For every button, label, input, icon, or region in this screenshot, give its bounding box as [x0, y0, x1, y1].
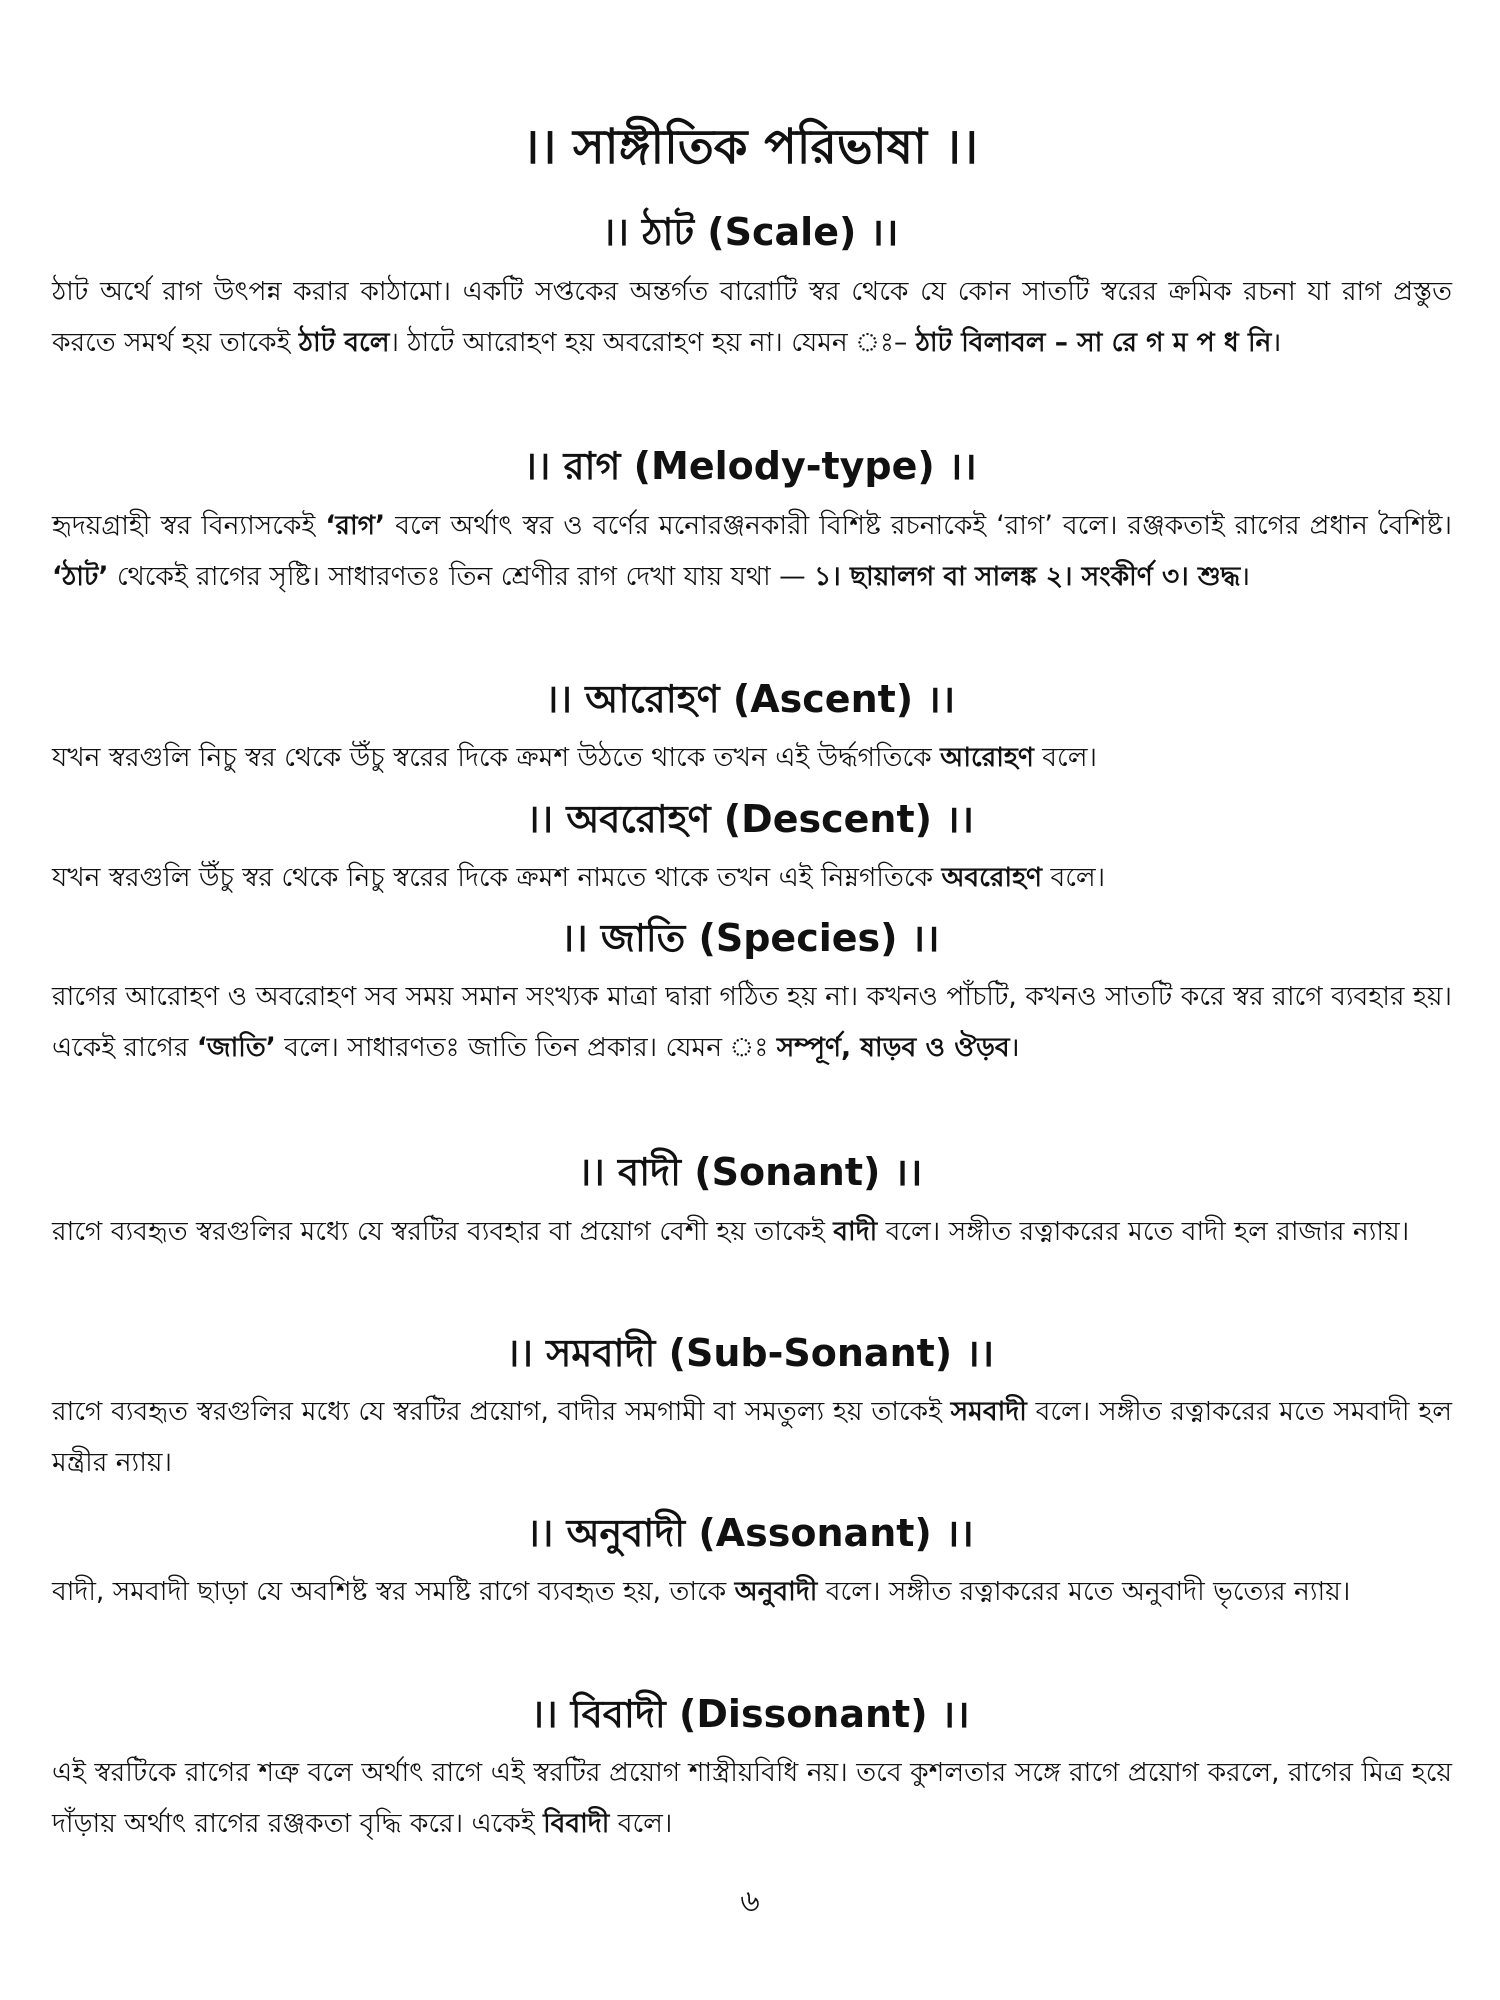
text: বলে। সঙ্গীত রত্নাকরের মতে বাদী হল রাজার ন্যায়। — [877, 1216, 1410, 1247]
paragraph-ascent — [52, 732, 1452, 783]
heading-species: ।। জাতি (Species) ।। — [560, 916, 940, 960]
paragraph-sub-sonant — [52, 1386, 1452, 1488]
text: বলে। সঙ্গীত রত্নাকরের মতে অনুবাদী ভৃত্যের ন্যায়। — [817, 1576, 1351, 1607]
bold-text: বিবাদী — [543, 1808, 610, 1839]
bold-text: বাদী — [833, 1216, 878, 1247]
paragraph-melody-type — [52, 500, 1452, 602]
bold-text: সমবাদী — [950, 1396, 1027, 1427]
paragraph-descent — [52, 852, 1452, 903]
bold-text: ‘ঠাট’ — [52, 561, 109, 592]
text: রাগে ব্যবহৃত স্বরগুলির মধ্যে যে স্বরটির প্রয়োগ, বাদীর সমগামী বা সমতুল্য হয় তাকেই — [52, 1396, 951, 1427]
bold-text: ‘জাতি’ — [196, 1032, 276, 1063]
heading-ascent: ।। আরোহণ (Ascent) ।। — [544, 677, 956, 721]
text: বলে। সঙ্গীত রত্নাকরের মতে সমবাদী হল মন্ত্রীর ন্যায়। — [52, 1396, 1452, 1478]
text: । — [1240, 561, 1251, 592]
text: রাগে ব্যবহৃত স্বরগুলির মধ্যে যে স্বরটির ব্যবহার বা প্রয়োগ বেশী হয় তাকেই — [52, 1216, 834, 1247]
heading-descent: ।। অবরোহণ (Descent) ।। — [525, 797, 975, 841]
text: যখন স্বরগুলি নিচু স্বর থেকে উঁচু স্বরের দিকে ক্রমশ উঠতে থাকে তখন এই উর্দ্ধগতিকে — [52, 742, 941, 773]
text: বলে। — [1033, 742, 1097, 773]
bold-text: ঠাট বিলাবল – সা রে গ ম প ধ নি — [915, 327, 1272, 358]
bold-text: ১। ছায়ালগ বা সালঙ্ক ২। সংকীর্ণ ৩। শুদ্ধ — [814, 561, 1241, 592]
heading-sonant: ।। বাদী (Sonant) ।। — [577, 1150, 923, 1194]
heading-melody-type: ।। রাগ (Melody-type) ।। — [523, 444, 977, 488]
paragraph-assonant — [52, 1566, 1452, 1617]
bold-text: ঠাট বলে — [298, 327, 390, 358]
heading-sub-sonant: ।। সমবাদী (Sub-Sonant) ।। — [505, 1331, 995, 1375]
paragraph-species — [52, 971, 1452, 1073]
heading-dissonant: ।। বিবাদী (Dissonant) ।। — [530, 1692, 970, 1736]
page-title: ।। সাঙ্গীতিক পরিভাষা ।। — [521, 119, 979, 175]
bold-text: অবরোহণ — [941, 862, 1043, 893]
text: বলে অর্থাৎ স্বর ও বর্ণের মনোরঞ্জনকারী বিশিষ্ট রচনাকেই ‘রাগ’ বলে। রঞ্জকতাই রাগের প্রধান বৈশিষ্ট। — [385, 510, 1452, 541]
text: । — [1009, 1032, 1020, 1063]
bold-text: আরোহণ — [940, 742, 1034, 773]
text: হৃদয়গ্রাহী স্বর বিন্যাসকেই — [52, 510, 326, 541]
text: রাগের আরোহণ ও অবরোহণ সব সময় সমান সংখ্যক মাত্রা দ্বারা গঠিত হয় না। কখনও পাঁচটি, কখনও সাতটি করে স্বর রাগে ব্যবহার হয়। একেই রাগের — [52, 981, 1452, 1063]
text: বলে। — [1042, 862, 1106, 893]
text: । ঠাটে আরোহণ হয় অবরোহণ হয় না। যেমন ঃ– — [389, 327, 916, 358]
heading-scale: ।। ঠাট (Scale) ।। — [601, 210, 899, 254]
text: এই স্বরটিকে রাগের শত্রু বলে অর্থাৎ রাগে এই স্বরটির প্রয়োগ শাস্ত্রীয়বিধি নয়। তবে কুশলতার সঙ্গে রাগে প্রয়োগ করলে, রাগের মিত্র হয়ে দাঁড়ায় অর্থাৎ রাগের রঞ্জকতা বৃদ্ধি করে। একেই — [52, 1757, 1452, 1839]
text: বাদী, সমবাদী ছাড়া যে অবশিষ্ট স্বর সমষ্টি রাগে ব্যবহৃত হয়, তাকে — [52, 1576, 735, 1607]
bold-text: ‘রাগ’ — [325, 510, 386, 541]
bold-text: অনুবাদী — [734, 1576, 818, 1607]
text: থেকেই রাগের সৃষ্টি। সাধারণতঃ তিন শ্রেণীর রাগ দেখা যায় যথা — — [108, 561, 815, 592]
text: যখন স্বরগুলি উঁচু স্বর থেকে নিচু স্বরের দিকে ক্রমশ নামতে থাকে তখন এই নিম্নগতিকে — [52, 862, 942, 893]
text: বলে। সাধারণতঃ জাতি তিন প্রকার। যেমন ঃ — [275, 1032, 777, 1063]
text: । — [1271, 327, 1282, 358]
bold-text: সম্পূর্ণ, ষাড়ব ও ঔড়ব — [776, 1032, 1010, 1063]
page-number: ৬ — [740, 1884, 760, 1919]
text: ঠাট অর্থে রাগ উৎপন্ন করার কাঠামো। একটি সপ্তকের অন্তর্গত বারোটি স্বর থেকে যে কোন সাতটি স্বরের ক্রমিক রচনা যা রাগ প্রস্তুত করতে সমর্থ হয় তাকেই — [52, 276, 1452, 358]
heading-assonant: ।। অনুবাদী (Assonant) ।। — [526, 1511, 974, 1555]
paragraph-dissonant — [52, 1747, 1452, 1849]
paragraph-sonant — [52, 1206, 1452, 1257]
text: বলে। — [609, 1808, 673, 1839]
paragraph-scale — [52, 266, 1452, 368]
